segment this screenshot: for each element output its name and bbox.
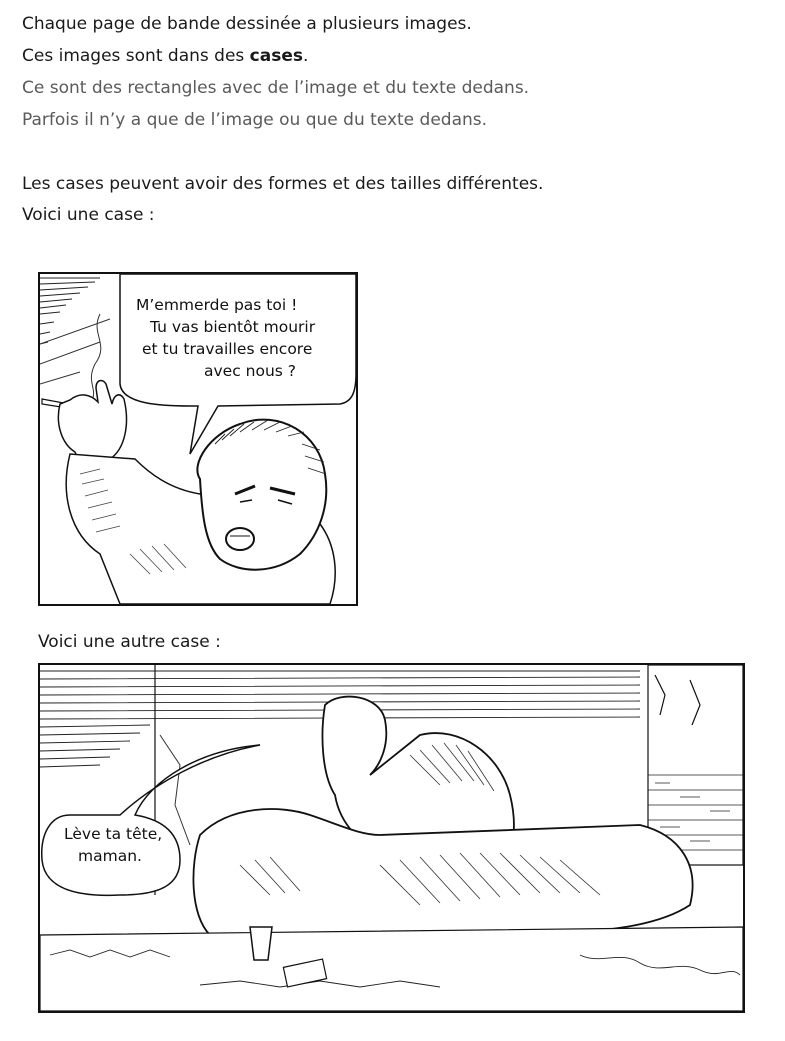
speech-bubble-1-line: M’emmerde pas toi ! (136, 296, 298, 314)
comic-panel-1 (38, 272, 358, 606)
speech-bubble-1-line: et tu travailles encore (142, 340, 313, 358)
speech-bubble-1 (136, 294, 315, 382)
intro-line-3: Ce sont des rectangles avec de l’image et du texte dedans. (22, 78, 530, 98)
intro-line-2-keyword: cases (249, 46, 303, 66)
intro-line-5: Les cases peuvent avoir des formes et des tailles différentes. (22, 174, 544, 194)
speech-bubble-1-line: Tu vas bientôt mourir (150, 318, 316, 336)
intro-line-2 (22, 45, 308, 67)
intro-line-6: Voici une case : (22, 205, 155, 225)
speech-bubble-1-line: avec nous ? (204, 362, 297, 380)
caption-panel-2: Voici une autre case : (38, 632, 221, 652)
intro-line-2-suffix: . (303, 46, 309, 66)
comic-panel-2 (38, 663, 745, 1013)
speech-bubble-2 (64, 823, 162, 867)
intro-line-2-prefix: Ces images sont dans des (22, 46, 250, 66)
intro-line-4: Parfois il n’y a que de l’image ou que du texte dedans. (22, 110, 488, 130)
intro-line-1: Chaque page de bande dessinée a plusieurs images. (22, 14, 472, 34)
speech-bubble-2-line: maman. (78, 847, 142, 865)
speech-bubble-2-line: Lève ta tête, (64, 825, 163, 843)
